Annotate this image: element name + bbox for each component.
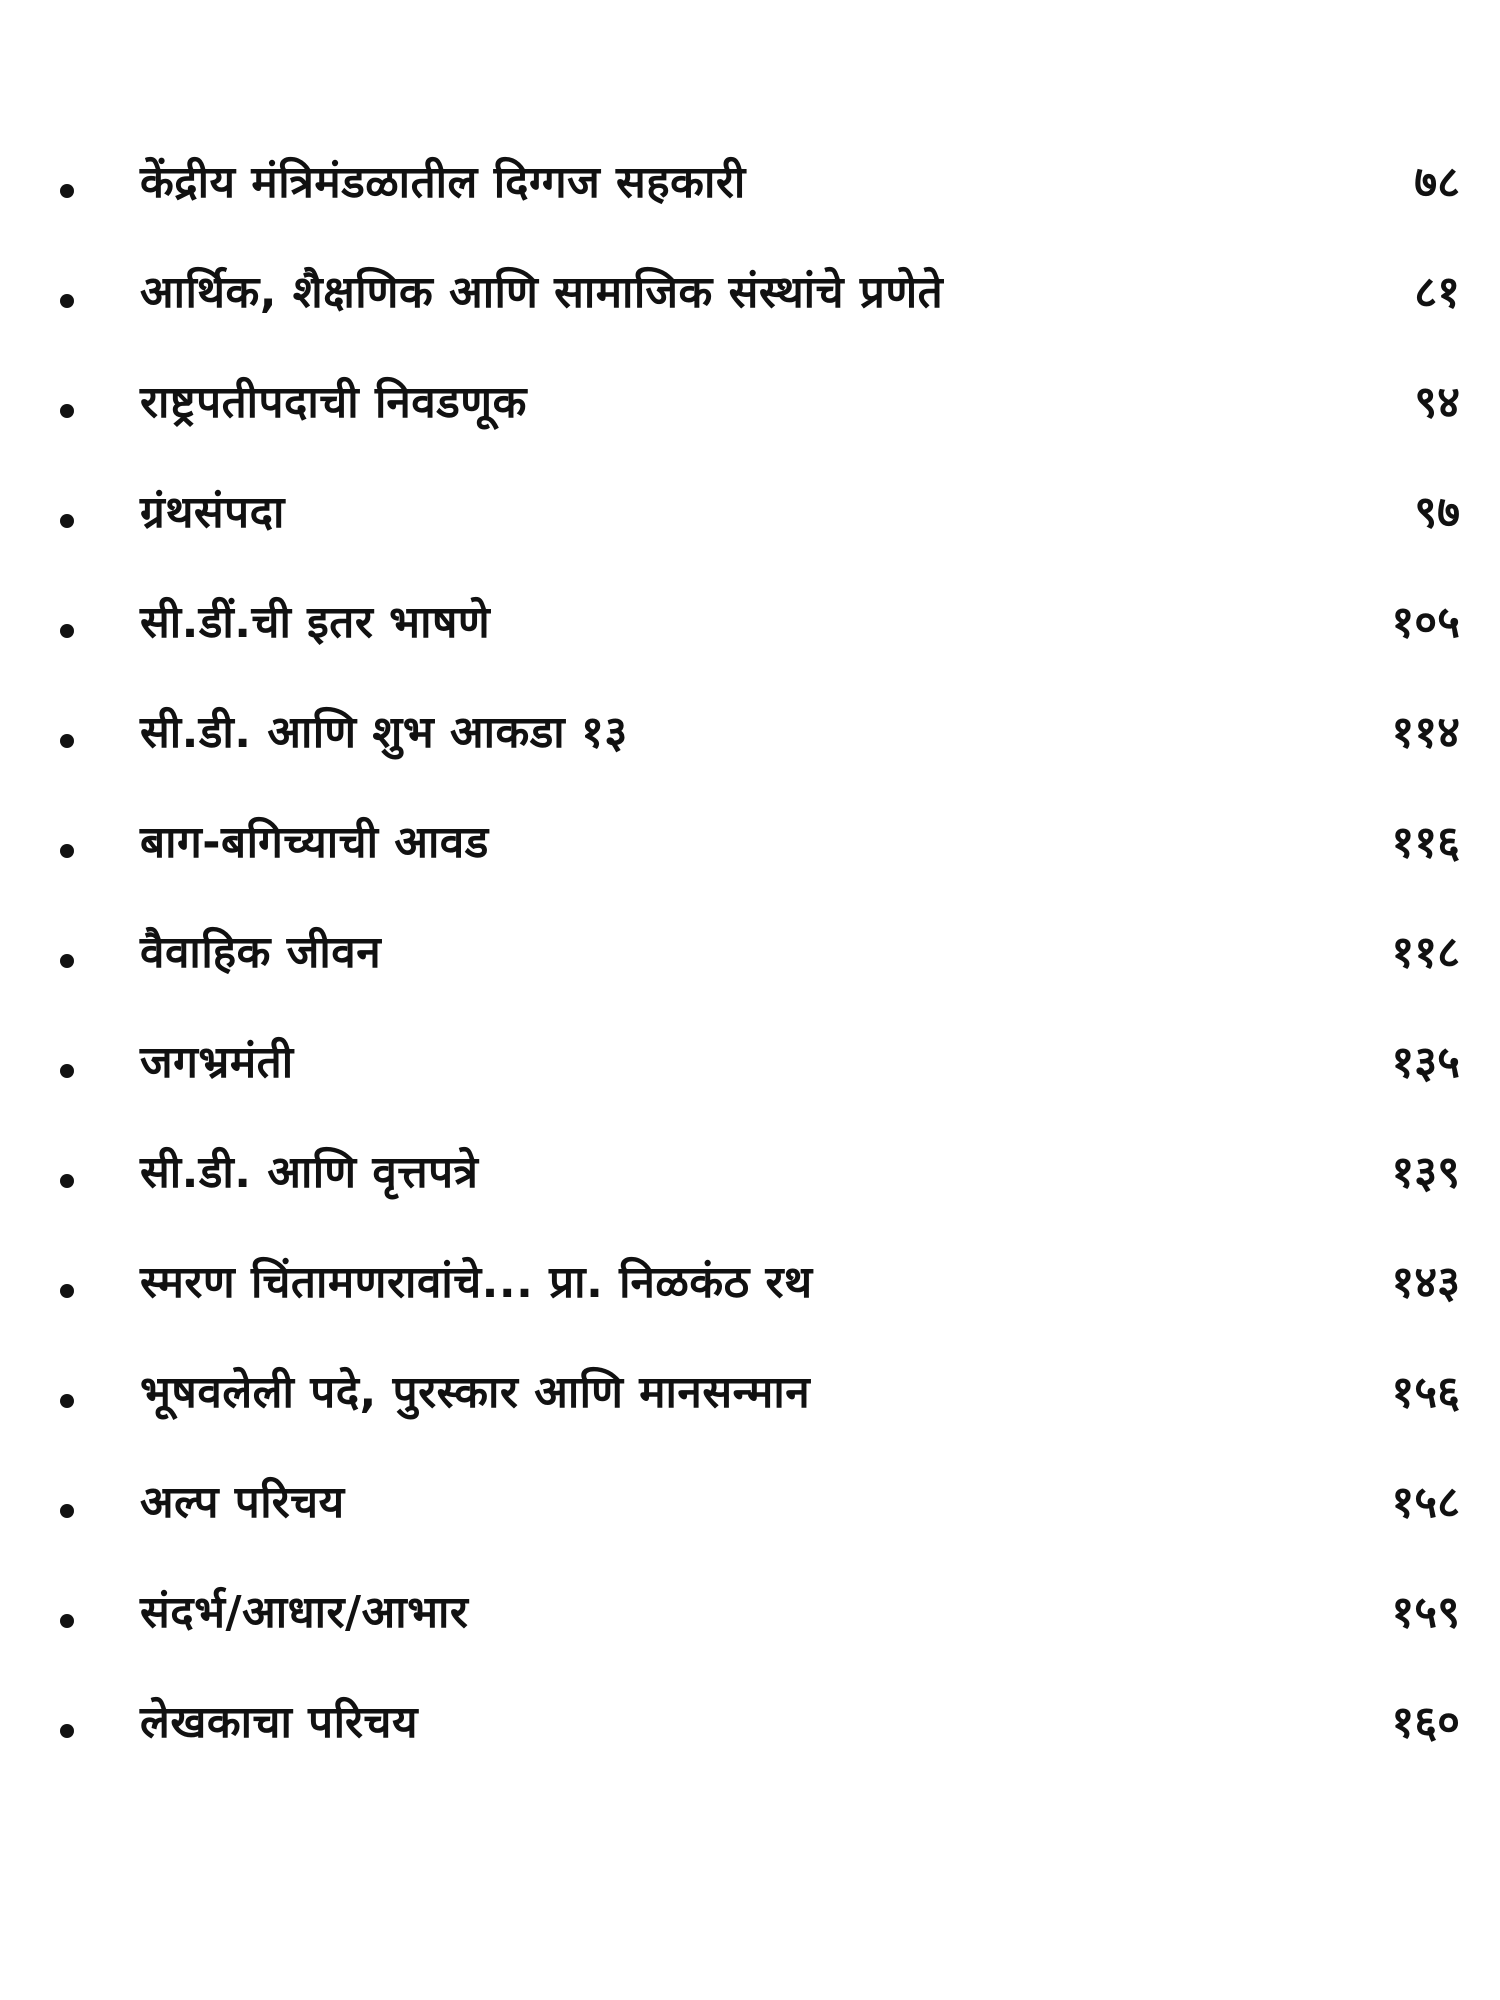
toc-entry [60, 1445, 1460, 1555]
bullet-icon [60, 1284, 74, 1298]
toc-entry [60, 455, 1460, 565]
toc-entry-page-number: ८१ [1414, 267, 1460, 318]
toc-entry-page-number: ११८ [1391, 927, 1460, 978]
toc-entry-page-number: ९४ [1414, 377, 1460, 428]
bullet-icon [60, 1504, 74, 1518]
toc-entry [60, 235, 1460, 345]
toc-entry-page-number: १०५ [1391, 597, 1460, 648]
toc-entry-title: सी.डीं.ची इतर भाषणे [140, 597, 491, 648]
bullet-icon [60, 184, 74, 198]
table-of-contents [60, 125, 1460, 1775]
toc-entry-title: केंद्रीय मंत्रिमंडळातील दिग्गज सहकारी [140, 157, 746, 208]
toc-entry-page-number: ९७ [1414, 487, 1460, 538]
toc-entry-title: सी.डी. आणि शुभ आकडा १३ [140, 707, 628, 758]
bullet-icon [60, 734, 74, 748]
bullet-icon [60, 1064, 74, 1078]
bullet-icon [60, 1614, 74, 1628]
toc-entry-title: वैवाहिक जीवन [140, 927, 382, 978]
toc-entry-page-number: ११६ [1391, 817, 1460, 868]
toc-entry-title: स्मरण चिंतामणरावांचे... प्रा. निळकंठ रथ [140, 1257, 813, 1308]
bullet-icon [60, 624, 74, 638]
toc-entry-page-number: १५९ [1391, 1587, 1460, 1638]
bullet-icon [60, 294, 74, 308]
bullet-icon [60, 954, 74, 968]
toc-entry-title: लेखकाचा परिचय [140, 1697, 419, 1748]
toc-entry-page-number: १५६ [1391, 1367, 1460, 1418]
bullet-icon [60, 514, 74, 528]
toc-entry-title: जगभ्रमंती [140, 1037, 294, 1088]
toc-entry-title: संदर्भ/आधार/आभार [140, 1587, 469, 1638]
toc-entry [60, 565, 1460, 675]
bullet-icon [60, 404, 74, 418]
toc-entry [60, 1115, 1460, 1225]
toc-entry-title: सी.डी. आणि वृत्तपत्रे [140, 1147, 479, 1198]
toc-entry-page-number: १६० [1391, 1697, 1460, 1748]
toc-entry [60, 895, 1460, 1005]
toc-entry-title: ग्रंथसंपदा [140, 487, 285, 538]
toc-entry [60, 1005, 1460, 1115]
toc-entry [60, 785, 1460, 895]
toc-entry [60, 1665, 1460, 1775]
toc-entry [60, 1225, 1460, 1335]
toc-entry-page-number: १४३ [1391, 1257, 1460, 1308]
toc-entry-title: भूषवलेली पदे, पुरस्कार आणि मानसन्मान [140, 1367, 811, 1418]
toc-entry [60, 1555, 1460, 1665]
toc-entry-page-number: ११४ [1391, 707, 1460, 758]
toc-entry-title: अल्प परिचय [140, 1477, 345, 1528]
toc-entry-page-number: ७८ [1414, 157, 1460, 208]
toc-entry [60, 1335, 1460, 1445]
toc-entry-page-number: १३९ [1391, 1147, 1460, 1198]
toc-entry-page-number: १३५ [1391, 1037, 1460, 1088]
toc-entry-title: बाग-बगिच्याची आवड [140, 817, 489, 868]
toc-entry-title: राष्ट्रपतीपदाची निवडणूक [140, 377, 527, 428]
bullet-icon [60, 1394, 74, 1408]
toc-entry [60, 675, 1460, 785]
bullet-icon [60, 1174, 74, 1188]
toc-entry-page-number: १५८ [1391, 1477, 1460, 1528]
toc-entry [60, 345, 1460, 455]
toc-entry [60, 125, 1460, 235]
bullet-icon [60, 844, 74, 858]
bullet-icon [60, 1724, 74, 1738]
toc-entry-title: आर्थिक, शैक्षणिक आणि सामाजिक संस्थांचे प्रणेते [140, 267, 944, 318]
